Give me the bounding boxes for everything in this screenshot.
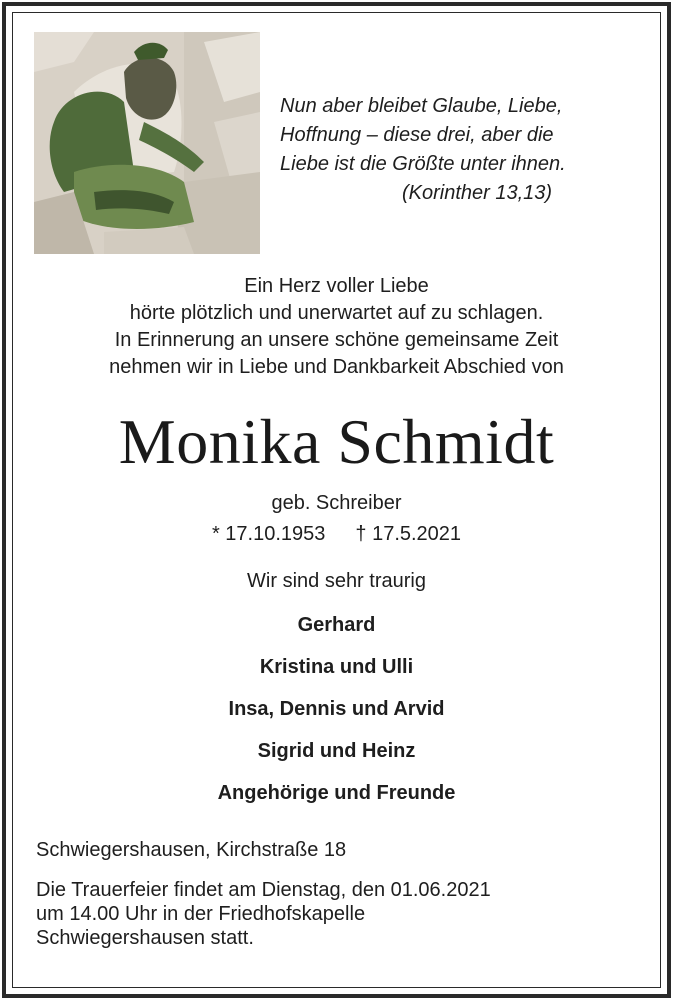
birth-date: * 17.10.1953 <box>211 523 326 545</box>
death-date: † 17.5.2021 <box>355 523 462 545</box>
verse-reference: (Korinther 13,13) <box>402 182 553 204</box>
intro-line: nehmen wir in Liebe und Dankbarkeit Abschied von <box>109 356 564 378</box>
mourner-name: Sigrid und Heinz <box>257 740 416 762</box>
deceased-name: Monika Schmidt <box>118 406 555 477</box>
intro-text <box>20 273 653 381</box>
intro-line: In Erinnerung an unsere schöne gemeinsame Zeit <box>114 329 559 351</box>
maiden-name: geb. Schreiber <box>271 492 402 514</box>
address: Schwiegershausen, Kirchstraße 18 <box>36 839 347 861</box>
mourning-statement: Wir sind sehr traurig <box>247 570 426 592</box>
mourner-name: Kristina und Ulli <box>259 656 414 678</box>
verse-line: Liebe ist die Größte unter ihnen. <box>280 153 566 175</box>
verse-line: Nun aber bleibet Glaube, Liebe, <box>280 95 563 117</box>
service-line: Die Trauerfeier findet am Dienstag, den 01.06.2021 <box>36 879 491 901</box>
mourner-name: Insa, Dennis und Arvid <box>228 698 445 720</box>
sculpture-photo <box>34 32 260 254</box>
verse-line: Hoffnung – diese drei, aber die <box>280 124 554 146</box>
sculpture-photo-icon <box>34 32 260 254</box>
funeral-service-info <box>36 878 636 950</box>
life-dates <box>20 521 653 547</box>
service-line: um 14.00 Uhr in der Friedhofskapelle <box>36 903 366 925</box>
bible-verse <box>280 92 648 208</box>
intro-line: hörte plötzlich und unerwartet auf zu schlagen. <box>129 302 544 324</box>
intro-line: Ein Herz voller Liebe <box>244 275 429 297</box>
service-line: Schwiegershausen statt. <box>36 927 254 949</box>
mourner-name: Gerhard <box>297 614 376 636</box>
mourner-list <box>20 612 653 822</box>
mourner-name: Angehörige und Freunde <box>217 782 456 804</box>
